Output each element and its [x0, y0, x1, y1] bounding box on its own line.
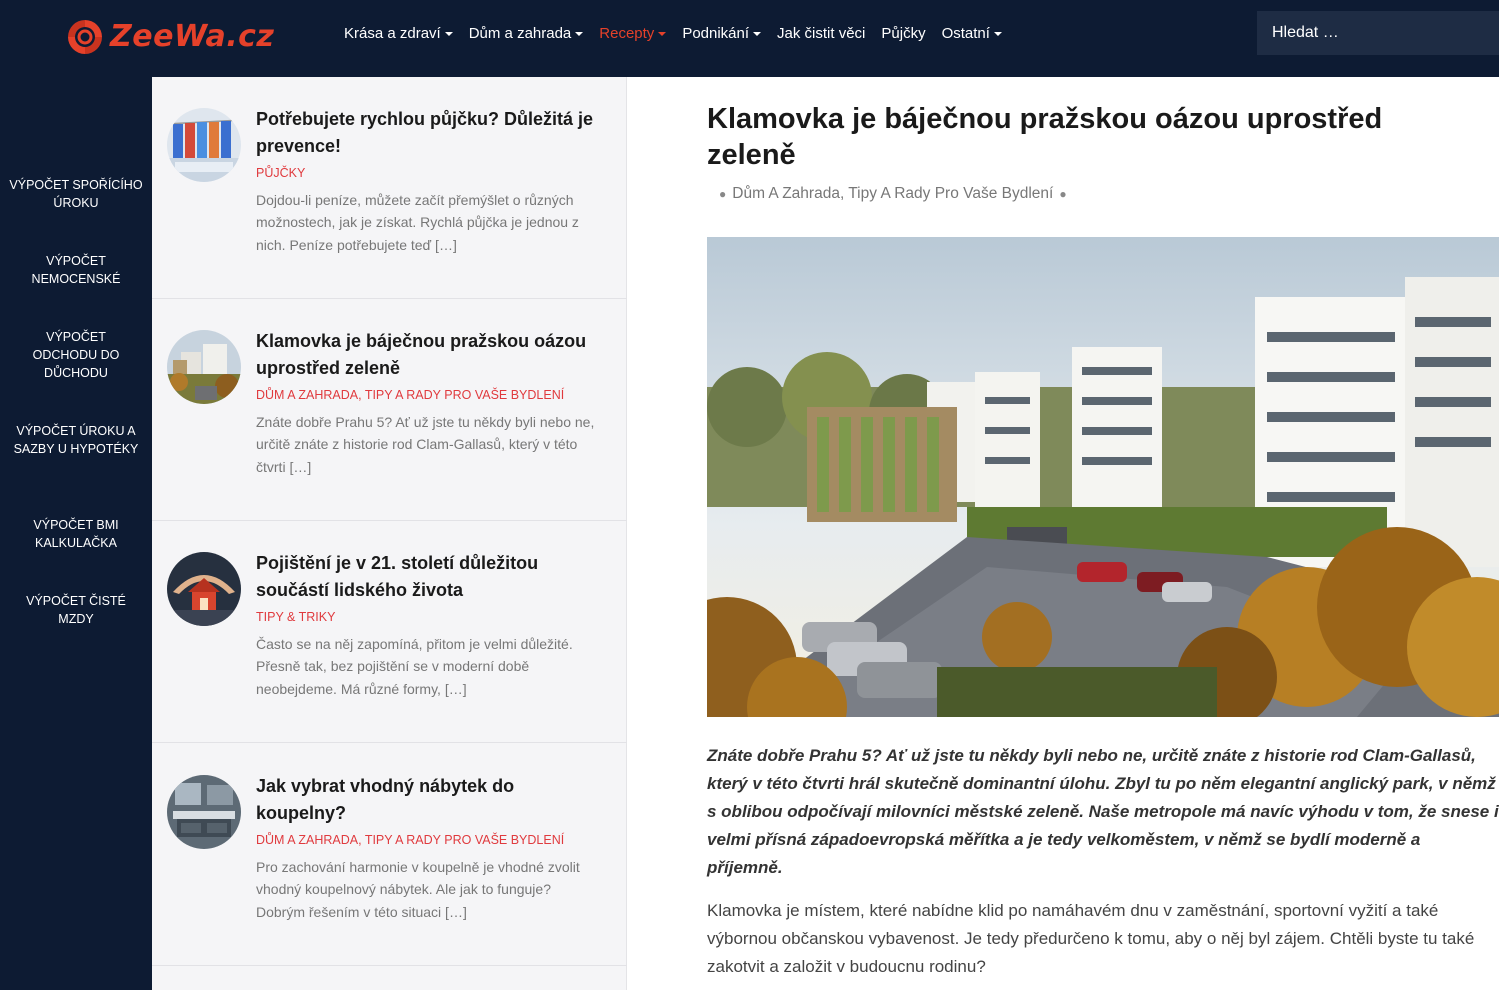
article-list: [152, 77, 627, 990]
nav-item-label: Krása a zdraví: [344, 25, 441, 42]
nav-item-pujcky[interactable]: [881, 25, 925, 42]
nav-item-label: Jak čistit věci: [777, 25, 866, 42]
sidebar-item-nemocenska[interactable]: VÝPOČET NEMOCENSKÉ: [31, 254, 121, 286]
bathroom-icon[interactable]: [167, 775, 241, 849]
sidebar-item-sporici-urok[interactable]: VÝPOČET SPOŘÍCÍHO ÚROKU: [9, 178, 143, 210]
nav-item-label: Půjčky: [881, 25, 926, 42]
sidebar-item-cista-mzda[interactable]: VÝPOČET ČISTÉ MZDY: [26, 594, 126, 626]
bullet-icon: ●: [1059, 187, 1067, 201]
house-in-hands-icon[interactable]: [167, 552, 241, 626]
article-title[interactable]: Potřebujete rychlou půjčku? Důležitá je prevence!: [256, 109, 594, 156]
main-nav: [344, 0, 1018, 67]
article-category[interactable]: DŮM A ZAHRADA, TIPY A RADY PRO VAŠE BYDLENÍ: [256, 833, 565, 847]
list-item: [152, 743, 627, 966]
article-category[interactable]: PŮJČKY: [256, 166, 306, 180]
money-clothesline-icon[interactable]: [167, 108, 241, 182]
sidebar-item-bmi[interactable]: VÝPOČET BMI KALKULAČKA: [33, 518, 119, 550]
list-item: [152, 521, 627, 743]
article-lead: Znáte dobře Prahu 5? Ať už jste tu někdy byli nebo ne, určitě znáte z historie rod Clam-Gallasů, který v této čtvrti hrál skutečně dominantní úlohu. Zbyl tu po něm elegantní anglický park, v němž s oblibou odpočívají milovníci městské zeleně. Naše metropole má navíc výhodu v tom, že snese i velmi přísná západoevropská měřítka a je tedy velkoměstem, v němž se bydlí moderně a příjemně.: [707, 746, 1499, 877]
nav-item-label: Podnikání: [682, 25, 750, 42]
nav-item-jak-cistit-veci[interactable]: [777, 25, 865, 42]
article-body: Klamovka je místem, které nabídne klid po namáhavém dnu v zaměstnání, sportovní vyžití a také výbornou občanskou vybavenost. Je tedy předurčeno k tomu, aby o něj byl zájem. Chtěli byste tu také zakotvit a založit v budoucnu rodinu?: [707, 901, 1475, 976]
logo-wordmark: ZeeWa.cz: [110, 19, 275, 54]
article-excerpt: Dojdou-li peníze, můžete začít přemýšlet o různých možnostech, jak je získat. Rychlá půjčka je jednou z nich. Peníze potřebujete teď […]: [256, 192, 579, 253]
search-input[interactable]: [1257, 11, 1499, 55]
nav-item-dum-a-zahrada[interactable]: [469, 25, 584, 42]
caret-down-icon: [753, 32, 761, 36]
list-item: [152, 77, 627, 299]
nav-item-ostatni[interactable]: [942, 25, 1002, 42]
site-logo[interactable]: [64, 14, 274, 60]
sidebar-item-hypoteka[interactable]: VÝPOČET ÚROKU A SAZBY U HYPOTÉKY: [13, 424, 139, 456]
nav-item-krasa-a-zdravi[interactable]: [344, 25, 453, 42]
article-heading: Klamovka je báječnou pražskou oázou uprostřed zeleně: [707, 103, 1383, 171]
caret-down-icon: [445, 32, 453, 36]
nav-item-podnikani[interactable]: [682, 25, 761, 42]
caret-down-icon: [658, 32, 666, 36]
nav-item-label: Ostatní: [941, 25, 990, 42]
apartment-buildings-icon[interactable]: [167, 330, 241, 404]
article-excerpt: Znáte dobře Prahu 5? Ať už jste tu někdy byli nebo ne, určitě znáte z historie rod Clam-Gallasů, který v této čtvrti […]: [256, 414, 595, 475]
swirl-logo-icon: [64, 16, 106, 58]
nav-item-label: Dům a zahrada: [468, 25, 572, 42]
list-item: [152, 299, 627, 521]
article-category[interactable]: TIPY & TRIKY: [256, 610, 336, 624]
article-title[interactable]: Jak vybrat vhodný nábytek do koupelny?: [256, 776, 515, 823]
article-category[interactable]: DŮM A ZAHRADA, TIPY A RADY PRO VAŠE BYDLENÍ: [256, 388, 565, 402]
article-excerpt: Často se na něj zapomíná, přitom je velmi důležité. Přesně tak, bez pojištění se v moderní době neobejdeme. Má různé formy, […]: [256, 636, 573, 697]
nav-item-recepty[interactable]: [599, 25, 666, 42]
nav-item-label: Recepty: [599, 25, 655, 42]
article-meta: [713, 185, 1073, 203]
article-categories-link[interactable]: Dům A Zahrada, Tipy A Rady Pro Vaše Bydlení: [732, 185, 1054, 202]
caret-down-icon: [994, 32, 1002, 36]
top-header: [0, 0, 1499, 77]
residential-complex-photo: [707, 237, 1499, 717]
sidebar-item-duchod[interactable]: VÝPOČET ODCHODU DO DŮCHODU: [32, 330, 120, 380]
main-article: [627, 77, 1499, 990]
bullet-icon: ●: [719, 187, 727, 201]
article-title[interactable]: Pojištění je v 21. století důležitou součástí lidského života: [256, 553, 539, 600]
article-title[interactable]: Klamovka je báječnou pražskou oázou uprostřed zeleně: [256, 331, 587, 378]
caret-down-icon: [575, 32, 583, 36]
article-excerpt: Pro zachování harmonie v koupelně je vhodné zvolit vhodný koupelnový nábytek. Ale jak to funguje? Dobrým řešením v této situaci […]: [256, 859, 580, 920]
calculator-sidebar: [0, 77, 152, 990]
